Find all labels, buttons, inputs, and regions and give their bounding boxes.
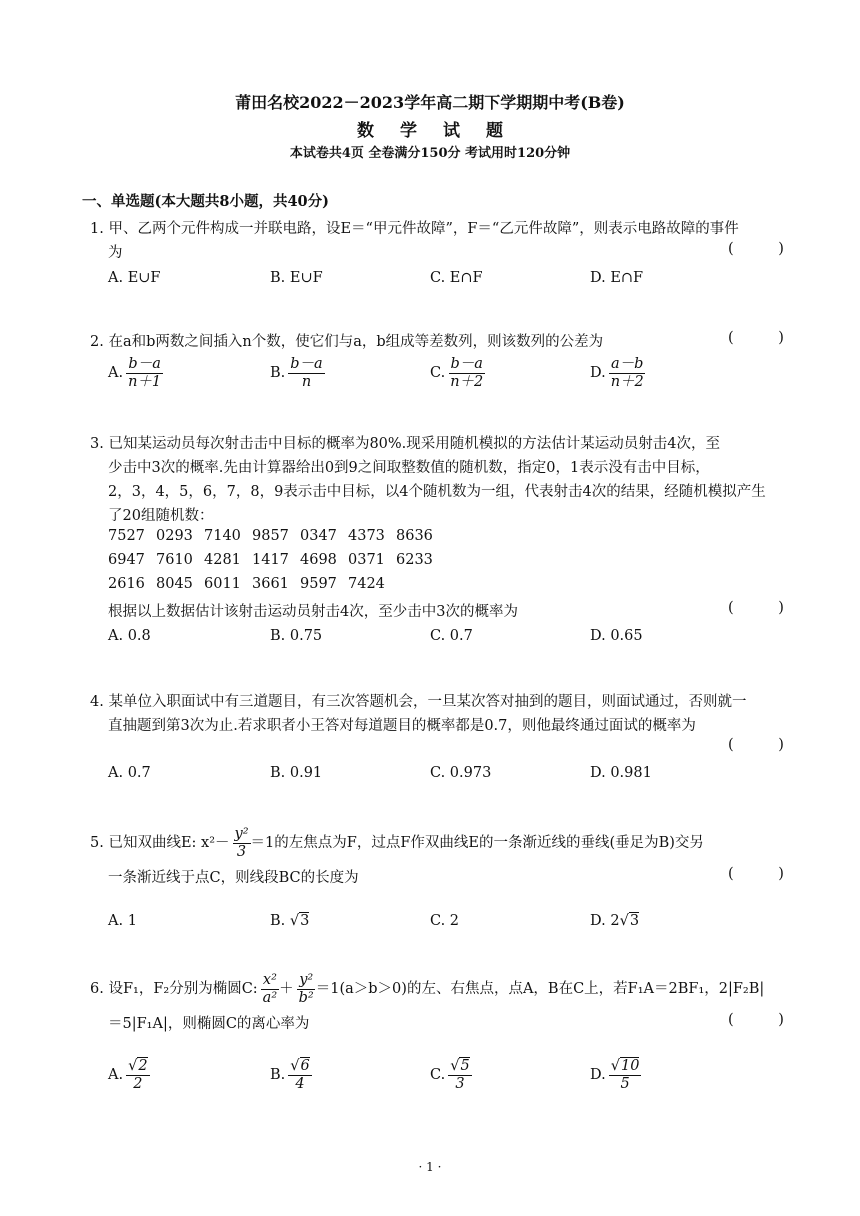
- sqrt-icon: √: [128, 1058, 138, 1074]
- q5-b-radicand: 3: [300, 913, 310, 929]
- q2-c-den: n＋2: [450, 373, 484, 390]
- q4-line2: 直抽题到第3次为止.若求职者小王答对每道题目的概率都是0.7，则他最终通过面试的概率为: [108, 718, 696, 734]
- q2-d-fraction: [609, 356, 646, 390]
- random-number: 7610: [156, 552, 193, 568]
- q4-option-a: A. 0.7: [108, 765, 151, 781]
- q5-text-post: ＝1的左焦点为F，过点F作双曲线E的一条渐近线的垂线(垂足为B)交另: [250, 835, 704, 852]
- q6-line2: ＝5|F₁A|，则椭圆C的离心率为: [108, 1016, 310, 1032]
- random-number: 7424: [348, 576, 385, 592]
- q5-line2: 一条渐近线于点C，则线段BC的长度为: [108, 870, 359, 886]
- q6-c-label: C.: [430, 1067, 446, 1084]
- q6-a-radicand: 2: [138, 1058, 148, 1074]
- q6-f1-num: x²: [262, 972, 277, 988]
- subject-title: 数学试题: [357, 121, 529, 141]
- q5-fraction: [233, 826, 251, 860]
- random-number-row: [108, 576, 396, 592]
- q3-line3: 2，3，4，5，6，7，8，9表示击中目标，以4个随机数为一组，代表射击4次的结果，经随机模拟产生: [108, 484, 766, 500]
- q3-option-c: C. 0.7: [430, 628, 473, 644]
- random-number: 0371: [348, 552, 385, 568]
- q6-c-den: 3: [455, 1075, 465, 1092]
- random-number: 4698: [300, 552, 337, 568]
- q6-d-label: D.: [590, 1067, 606, 1084]
- q6-b-label: B.: [270, 1067, 286, 1084]
- sqrt-icon: √: [619, 913, 629, 929]
- q6-d-radicand: 10: [620, 1058, 640, 1074]
- q6-option-a: [108, 1058, 150, 1092]
- q4-option-c: C. 0.973: [430, 765, 492, 781]
- q6-d-num: [609, 1058, 642, 1076]
- q4-answer-paren: ( ): [728, 737, 804, 753]
- q2-line1: 2. 在a和b两数之间插入n个数，使它们与a，b组成等差数列，则该数列的公差为: [90, 334, 604, 350]
- q6-f2-den: b²: [298, 989, 314, 1006]
- random-number: 9597: [300, 576, 337, 592]
- q1-line1: 1. 甲、乙两个元件构成一并联电路，设E＝“甲元件故障”，F＝“乙元件故障”，则表示电路故障的事件: [90, 221, 739, 237]
- q2-b-label: B.: [270, 365, 286, 382]
- q5-option-b: [270, 913, 309, 929]
- q6-answer-paren: ( ): [728, 1012, 804, 1028]
- q2-d-label: D.: [590, 365, 606, 382]
- q6-c-fraction: [448, 1058, 471, 1092]
- q5-option-c: C. 2: [430, 913, 460, 929]
- q2-c-label: C.: [430, 365, 446, 382]
- page-number: · 1 ·: [418, 1160, 442, 1174]
- q5-text-pre: 5. 已知双曲线E: x²－: [90, 835, 230, 852]
- q6-text-pre: 6. 设F₁，F₂分别为椭圆C:: [90, 981, 258, 998]
- q6-d-fraction: [609, 1058, 642, 1092]
- q6-f2-num: y²: [299, 972, 314, 988]
- q6-c-num: [448, 1058, 471, 1076]
- q2-b-fraction: [288, 356, 324, 390]
- random-number: 0347: [300, 528, 337, 544]
- q5-option-d: [590, 913, 639, 929]
- q6-b-fraction: [288, 1058, 311, 1092]
- q2-option-a: [108, 356, 163, 390]
- q6-a-num: [126, 1058, 149, 1076]
- q2-d-num: a－b: [611, 356, 644, 372]
- q2-c-num: b－a: [450, 356, 483, 372]
- q1-option-b: B. E∪F: [270, 270, 323, 286]
- q6-b-radicand: 6: [300, 1058, 310, 1074]
- exam-title: 莆田名校2022－2023学年高二期下学期期中考(B卷): [235, 93, 625, 112]
- random-number: 4373: [348, 528, 385, 544]
- random-number: 9857: [252, 528, 289, 544]
- random-number: 7140: [204, 528, 241, 544]
- q6-option-d: [590, 1058, 641, 1092]
- q3-option-a: A. 0.8: [108, 628, 151, 644]
- random-number: 2616: [108, 576, 145, 592]
- sqrt-icon: √: [290, 1058, 300, 1074]
- q5-b-label: B.: [270, 913, 286, 929]
- q6-fraction-x: [261, 972, 279, 1006]
- random-number: 4281: [204, 552, 241, 568]
- q4-option-b: B. 0.91: [270, 765, 323, 781]
- random-number: 6947: [108, 552, 145, 568]
- q6-a-fraction: [126, 1058, 149, 1092]
- q2-d-den: n＋2: [610, 373, 644, 390]
- q5-line1: [90, 826, 704, 860]
- q2-a-label: A.: [108, 365, 124, 382]
- random-number: 3661: [252, 576, 289, 592]
- q3-line1: 3. 已知某运动员每次射击击中目标的概率为80%.现采用随机模拟的方法估计某运动员射击4次，至: [90, 436, 721, 452]
- q5-answer-paren: ( ): [728, 866, 804, 882]
- random-number: 6233: [396, 552, 433, 568]
- q5-d-radicand: 3: [629, 913, 640, 929]
- q2-c-fraction: [448, 356, 485, 390]
- q6-f1-den: a²: [262, 989, 278, 1006]
- q6-c-radicand: 5: [460, 1058, 470, 1074]
- q1-option-c: C. E∩F: [430, 270, 483, 286]
- section-heading: 一、单选题(本大题共8小题，共40分): [82, 193, 329, 210]
- q3-line2: 少击中3次的概率.先由计算器给出0到9之间取整数值的随机数，指定0，1表示没有击中目标，: [108, 460, 710, 476]
- q3-answer-paren: ( ): [728, 600, 804, 616]
- q6-d-den: 5: [620, 1075, 630, 1092]
- q5-d-label: D. 2: [590, 913, 620, 929]
- q3-option-d: D. 0.65: [590, 628, 643, 644]
- q1-answer-paren: ( ): [728, 241, 804, 257]
- q6-fraction-y: [297, 972, 316, 1006]
- q4-option-d: D. 0.981: [590, 765, 652, 781]
- q2-a-num: b－a: [128, 356, 161, 372]
- q6-line1: [90, 972, 764, 1006]
- random-number: 6011: [204, 576, 241, 592]
- q1-line2: 为: [108, 245, 123, 261]
- q6-a-label: A.: [108, 1067, 124, 1084]
- q3-line4: 了20组随机数：: [108, 508, 214, 524]
- q2-option-b: [270, 356, 325, 390]
- q2-a-fraction: [126, 356, 163, 390]
- q1-option-a: A. E∪F: [108, 270, 161, 286]
- random-number: 8045: [156, 576, 193, 592]
- q6-option-b: [270, 1058, 312, 1092]
- random-number-row: [108, 528, 444, 544]
- q6-option-c: [430, 1058, 472, 1092]
- random-number: 8636: [396, 528, 433, 544]
- random-number: 1417: [252, 552, 289, 568]
- q2-a-den: n＋1: [128, 373, 162, 390]
- exam-info: 本试卷共4页 全卷满分150分 考试用时120分钟: [289, 146, 571, 161]
- random-number-row: [108, 552, 444, 568]
- q5-option-a: A. 1: [108, 913, 137, 929]
- q5-frac-den: 3: [236, 843, 247, 860]
- q6-a-den: 2: [133, 1075, 143, 1092]
- q2-b-den: n: [301, 373, 312, 390]
- sqrt-icon: √: [289, 913, 300, 929]
- q5-frac-num: y²: [234, 826, 249, 842]
- q2-b-num: b－a: [290, 356, 323, 372]
- q4-line1: 4. 某单位入职面试中有三道题目，有三次答题机会，一旦某次答对抽到的题目，则面试通过，否则就一: [90, 694, 747, 710]
- q2-option-c: [430, 356, 485, 390]
- random-number: 7527: [108, 528, 145, 544]
- q6-b-num: [288, 1058, 311, 1076]
- q6-text-post: ＝1(a＞b＞0)的左、右焦点，点A，B在C上，若F₁A＝2BF₁，2|F₂B|: [315, 981, 765, 998]
- q2-answer-paren: ( ): [728, 330, 804, 346]
- q2-option-d: [590, 356, 646, 390]
- q6-plus: ＋: [279, 981, 294, 998]
- q3-option-b: B. 0.75: [270, 628, 323, 644]
- q6-b-den: 4: [295, 1075, 305, 1092]
- q1-option-d: D. E∩F: [590, 270, 644, 286]
- random-number: 0293: [156, 528, 193, 544]
- q3-line5: 根据以上数据估计该射击运动员射击4次，至少击中3次的概率为: [108, 604, 518, 620]
- sqrt-icon: √: [610, 1058, 620, 1074]
- sqrt-icon: √: [450, 1058, 460, 1074]
